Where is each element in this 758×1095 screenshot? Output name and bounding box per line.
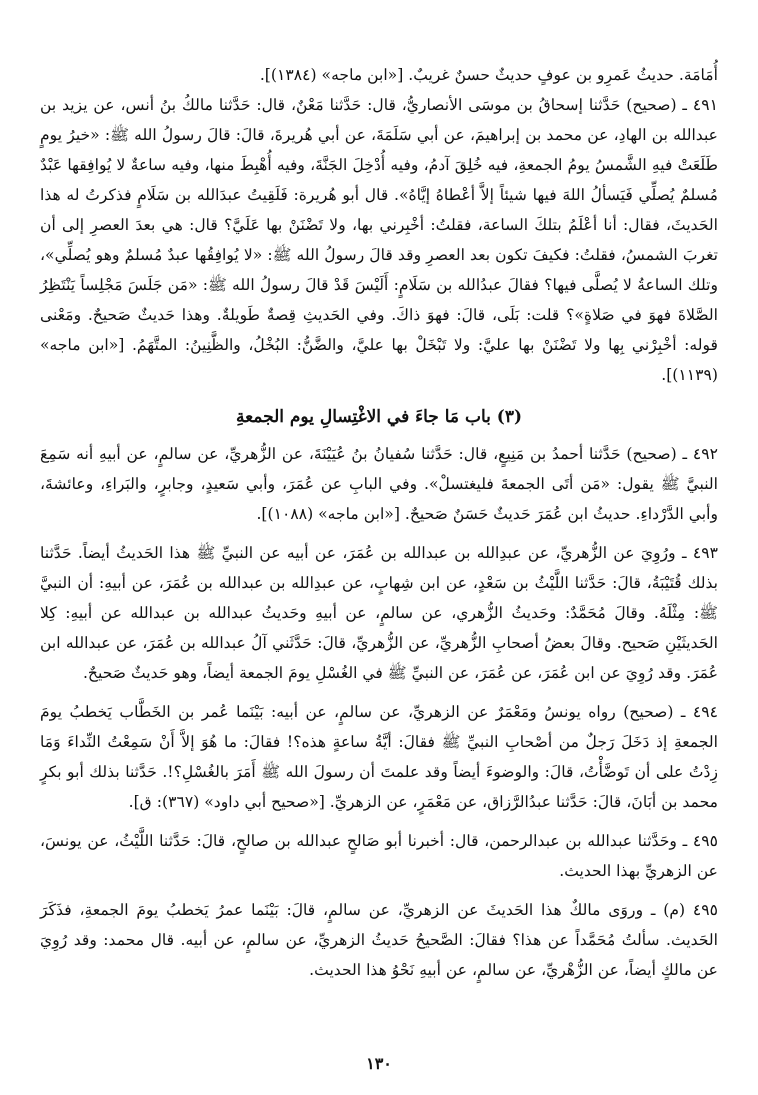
page-number: ١٣٠: [366, 1054, 392, 1073]
spacer: [40, 886, 718, 895]
spacer: [40, 688, 718, 697]
hadith-491: ٤٩١ ـ (صحيح) حَدَّثنا إسحاقُ بن موسَى الأنصاريُّ، قال: حَدَّثنا مَعْنٌ، قال: حَدَّثنا مالكُ بنُ أنس، عن يزيد بن عبدالله بن الهادِ، عن محمد بن إبراهيمَ، عن أبي سَلَمَةَ، عن أبي هُريرةَ، قالَ: قالَ رسولُ الله ﷺ: «خيرُ يومٍ طَلَعَتْ فيهِ الشَّمسُ يومُ الجمعةِ، فيه خُلِقَ آدمُ، وفيه أُدْخِلَ الجَنَّةَ، وفيه أُهْبِطَ منها، وفيه ساعةٌ لا يُوافِقها عَبْدٌ مُسلمٌ يُصلِّي فَيَسألُ اللهَ فيها شيئاً إلاَّ أعْطاهُ إيَّاهُ». قال أبو هُريرة: فَلَقِيتُ عبدَالله بن سَلَامٍ فذكرتُ له هذا الحَديثَ، فقال: أنا أعْلَمُ بتلكَ الساعة، فقلتُ: أخْبِرني بها، ولا تَضْنَنْ بها عَلَيَّ؟ قال: هي بعدَ العصرِ إلى أن تغربَ الشمسُ، فقلتُ: فكيفَ تكون بعد العصرِ وقد قالَ رسولُ الله ﷺ: «لا يُوافِقُها عبدٌ مُسلمٌ وهو يُصلِّي»، وتلك الساعةُ لا يُصلَّى فيها؟ فقالَ عبدُالله بن سَلَامٍ: أَلَيْسَ قَدْ قالَ رسولُ الله ﷺ: «مَن جَلَسَ مَجْلِساً يَنْتَظِرُ الصَّلاةَ فهوَ في صَلاةٍ»؟ قلت: بَلَى، قالَ: فهوَ ذاكَ. وفي الحَديثِ قِصةٌ طَويلةٌ. وهذا حَديثٌ صَحيحٌ. ومَعْنى قوله: أخْبِرْني بِها ولا تَضْنَنْ بها عليَّ: ولا تَبْخَلْ بها عليَّ، والضَّنُّ: البُخْلُ، والظَّنِينُ: المتَّهَمُ. [«ابن ماجه» (١١٣٩)].: [40, 96, 718, 384]
hadith-493: ٤٩٣ ـ ورُوِيَ عن الزُّهريِّ، عن عبدِالله بن عبدالله بن عُمَرَ، عن أبيه عن النبيِّ ﷺ هذا الحَديثُ أيضاً. حَدَّثنا بذلك قُتَيْبَةُ، قالَ: حَدَّثنا اللَّيْثُ بن سَعْدٍ، عن ابن شِهابٍ، عن عبدِالله بن عبدالله بن عُمَرَ، عن أبيهِ: أن النبيَّ ﷺ: مِثْلَهُ. وقالَ مُحَمَّدٌ: وحَديثُ الزُّهري، عن سالمٍ، عن أبيهِ وحَديثُ عبدالله بن عبدالله عن أبيهِ: كِلا الحَديثَيْنِ صَحيح. وقالَ بعضُ أصحابِ الزُّهريِّ، عن الزُّهريِّ، قالَ: حَدَّثَني آلُ عبدالله بن عُمَرَ، عن عبدالله ابن عُمَرَ. وقد رُوِيَ عن ابن عُمَرَ، عن عُمَرَ، عن النبيِّ ﷺ في الغُسْلِ يومَ الجمعة أيضاً، وهو حَديثٌ صَحيحٌ.: [40, 544, 718, 682]
hadith-495-m: ٤٩٥ (م) ـ وروَى مالكٌ هذا الحَديثَ عن الزهريِّ، عن سالمٍ، قالَ: بَيْنَما عمرُ يَخطبُ يومَ الجمعةِ، فذَكَرَ الحَديث. سألتُ مُحَمَّداً عن هذا؟ فقالَ: الصَّحيحُ حَديثُ الزهريِّ، عن سالمٍ، عن أبيه. قال محمد: وقد رُوِيَ عن مالكٍ أيضاً، عن الزُّهْريِّ، عن سالمٍ، عن أبيهِ نَحْوُ هذا الحديث.: [40, 901, 718, 979]
spacer: [40, 817, 718, 826]
spacer: [40, 390, 718, 399]
hadith-494: ٤٩٤ ـ (صحيح) رواه يونسُ ومَعْمَرٌ عن الزهريِّ، عن سالمٍ، عن أبيه: بَيْنَما عُمر بن الخَطَّاب يَخطبُ يومَ الجمعةِ إذ دَخَلَ رَجلٌ من أصْحابِ النبيِّ ﷺ فقالَ: أيَّةُ ساعةٍ هذه؟! فقالَ: ما هُوَ إلاَّ أَنْ سَمِعْتُ النِّداءَ وَمَا زِدْتُ على أن تَوضَّأْتُ، قالَ: والوضوءَ أيضاً وقد علمتَ أن رسولَ الله ﷺ أَمَرَ بالغُسْلِ؟!. حَدَّثنا بذلك أبو بكرٍ محمد بن أبَانَ، قالَ: حَدَّثنا عبدُالرَّزاق، عن مَعْمَرٍ، عن الزهريِّ. [«صحيح أبي داود» (٣٦٧): ق].: [40, 703, 718, 811]
spacer: [40, 529, 718, 538]
chapter-heading: (٣) باب مَا جاءَ في الاغْتِسالِ يوم الجمعةِ: [235, 407, 523, 427]
hadith-495: ٤٩٥ ـ وحَدَّثنا عبدالله بن عبدالرحمن، قال: أخبرنا أبو صَالحٍ عبدالله بن صالحٍ، قالَ: حَدَّثنا اللَّيْثُ، عن يونسَ، عن الزهريِّ بهذا الحديث.: [40, 832, 718, 880]
paragraph-continuation: أُمَامَة. حديثُ عَمرِو بن عوفٍ حديثٌ حسنٌ غريبٌ. [«ابن ماجه» (١٣٨٤)].: [259, 66, 718, 84]
hadith-492: ٤٩٢ ـ (صحيح) حَدَّثنا أحمدُ بن مَنِيعٍ، قال: حَدَّثنا سُفيانُ بنُ عُيَيْنَةَ، عن الزُّهريِّ، عن سالمٍ، عن أبيهِ أنه سَمِعَ النبيَّ ﷺ يقول: «مَن أتَى الجمعةَ فليغتسلْ». وفي البابِ عن عُمَرَ، وأبي سَعيدٍ، وجابرٍ، والبَراءِ، وعائشةَ، وأبي الدَّرْداءِ. حديثُ ابن عُمَرَ حَديثٌ حَسَنٌ صَحيحٌ. [«ابن ماجه» (١٠٨٨)].: [40, 445, 718, 523]
